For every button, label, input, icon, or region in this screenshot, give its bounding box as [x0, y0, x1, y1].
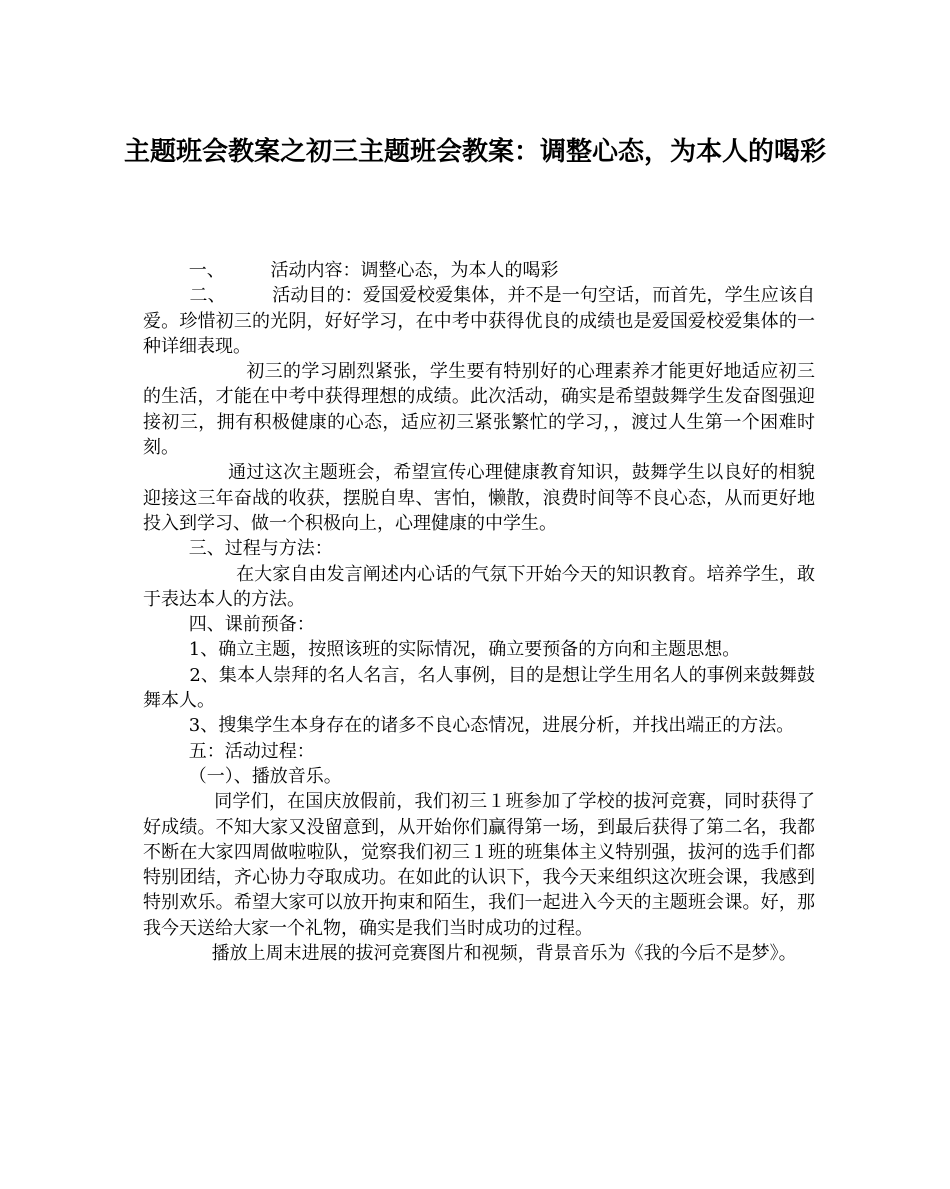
paragraph: 同学们，在国庆放假前，我们初三１班参加了学校的拔河竞赛，同时获得了好成绩。不知大家又没留意到，从开始你们赢得第一场，到最后获得了第二名，我都不断在大家四周做啦啦队，觉察我们初三１班的班集体主义特别强，拔河的选手们都特别团结，齐心协力夺取成功。在如此的认识下，我今天来组织这次班会课，我感到特别欢乐。希望大家可以放开拘束和陌生，我们一起进入今天的主题班会课。好，那我今天送给大家一个礼物，确实是我们当时成功的过程。: [143, 791, 815, 939]
paragraph: 五：活动过程：: [143, 740, 315, 762]
paragraph: 二、 活动目的：爱国爱校爱集体，并不是一句空话，而首先，学生应该自爱。珍惜初三的光阴，好好学习，在中考中获得优良的成绩也是爱国爱校爱集体的一种详细表现。: [143, 285, 815, 357]
paragraph: 在大家自由发言阐述内心话的气氛下开始今天的知识教育。培养学生，敢于表达本人的方法。: [143, 563, 816, 610]
document-title: 主题班会教案之初三主题班会教案：调整心态，为本人的喝彩: [123, 137, 826, 167]
paragraph: 三、过程与方法：: [143, 538, 333, 560]
paragraph: 一、 活动内容：调整心态，为本人的喝彩: [143, 260, 559, 281]
paragraph: 1、确立主题，按照该班的实际情况，确立要预备的方向和主题思想。: [143, 639, 741, 661]
paragraph: 通过这次主题班会，希望宣传心理健康教育知识，鼓舞学生以良好的相貌迎接这三年奋战的收获，摆脱自卑、害怕，懒散，浪费时间等不良心态，从而更好地投入到学习、做一个积极向上，心理健康的中学生。: [143, 462, 816, 534]
paragraph: 初三的学习剧烈紧张，学生要有特别好的心理素养才能更好地适应初三的生活，才能在中考中获得理想的成绩。此次活动，确实是希望鼓舞学生发奋图强迎接初三，拥有积极健康的心态，适应初三紧张繁忙的学习，，渡过人生第一个困难时刻。: [143, 361, 815, 459]
paragraph: 播放上周末进展的拔河竞赛图片和视频，背景音乐为《我的今后不是梦》。: [143, 943, 797, 965]
paragraph: （一）、播放音乐。: [143, 765, 342, 787]
document-body: [143, 258, 815, 966]
paragraph: 2、集本人崇拜的名人名言，名人事例，目的是想让学生用名人的事例来鼓舞鼓舞本人。: [143, 664, 815, 712]
paragraph: 3、搜集学生本身存在的诸多不良心态情况，进展分析，并找出端正的方法。: [143, 715, 795, 737]
paragraph: 四、课前预备：: [143, 614, 315, 636]
